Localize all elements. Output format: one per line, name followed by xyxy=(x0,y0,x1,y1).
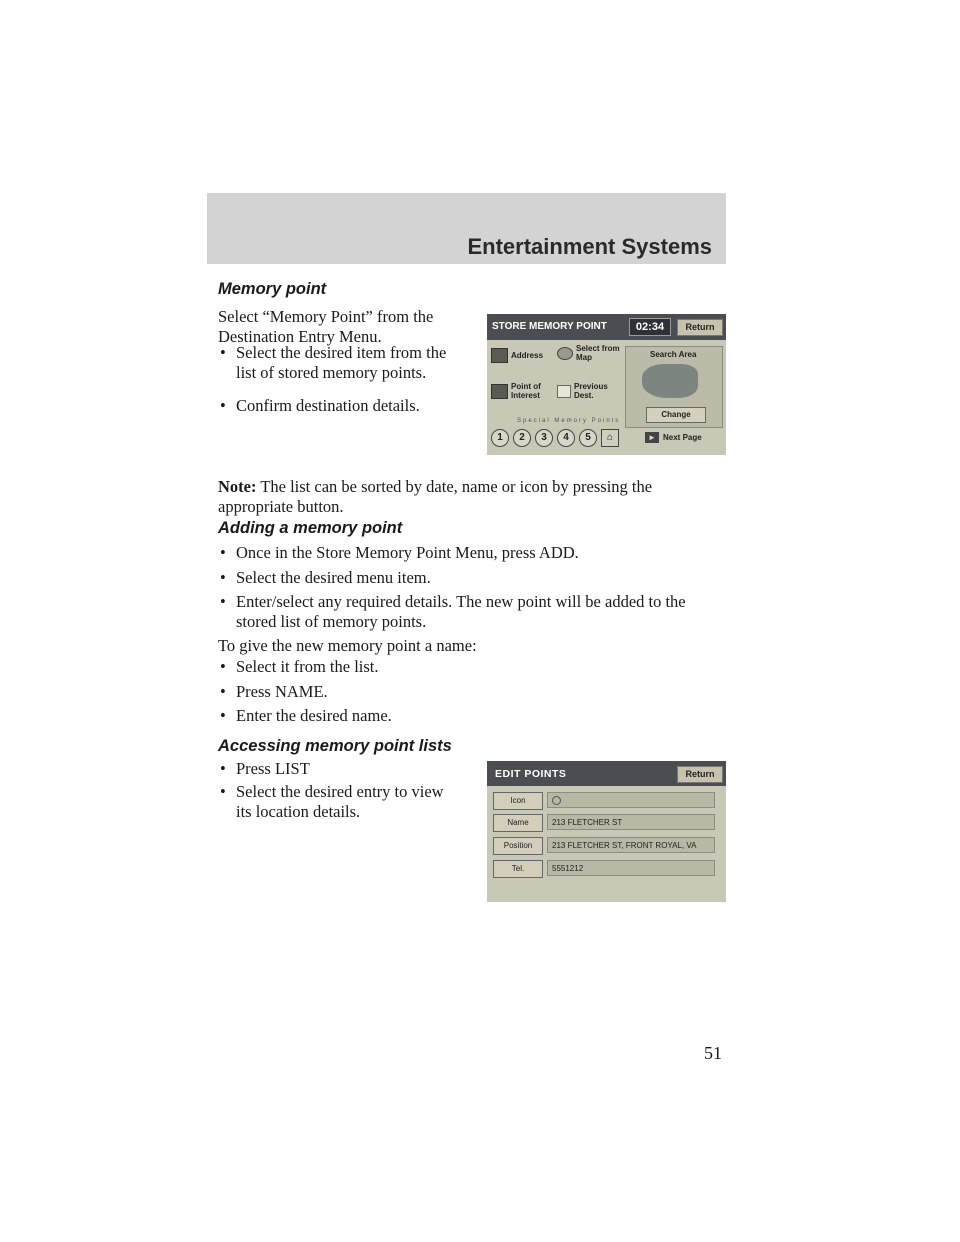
change-button[interactable]: Change xyxy=(646,407,706,423)
memory-point-5-button[interactable]: 5 xyxy=(579,429,597,447)
memory-point-4-button[interactable]: 4 xyxy=(557,429,575,447)
address-button[interactable]: Address xyxy=(491,348,543,363)
bullet-enter-name: • Enter the desired name. xyxy=(220,706,392,725)
tel-value: 5551212 xyxy=(547,860,715,876)
store-memory-point-screen xyxy=(487,314,726,455)
edit-row-tel xyxy=(493,860,719,878)
point-of-interest-button[interactable]: Point of Interest xyxy=(491,382,541,400)
bullet-confirm: • Confirm destination details. xyxy=(220,396,420,415)
poi-icon xyxy=(491,384,508,399)
edit-row-position xyxy=(493,837,719,855)
screen-title-bar xyxy=(487,761,726,786)
heading-adding-memory-point: Adding a memory point xyxy=(218,519,403,537)
bullet-press-name: • Press NAME. xyxy=(220,682,328,701)
bullet-select-menu-item: • Select the desired menu item. xyxy=(220,568,431,587)
name-value: 213 FLETCHER ST xyxy=(547,814,715,830)
search-area-label: Search Area xyxy=(650,350,697,359)
intro-line-1: Select “Memory Point” from the xyxy=(218,307,434,326)
next-page-button[interactable]: ► Next Page xyxy=(645,432,702,443)
position-button[interactable]: Position xyxy=(493,837,543,855)
position-value: 213 FLETCHER ST, FRONT ROYAL, VA xyxy=(547,837,715,853)
select-from-map-button[interactable]: Select from Map xyxy=(557,344,620,362)
icon-button[interactable]: Icon xyxy=(493,792,543,810)
address-icon xyxy=(491,348,508,363)
us-map-icon xyxy=(642,364,698,398)
clock-display: 02:34 xyxy=(629,318,671,336)
edit-row-icon xyxy=(493,792,719,810)
bullet-select-item: • Select the desired item from the list of stored memory points. xyxy=(220,343,447,382)
heading-memory-point: Memory point xyxy=(218,280,327,298)
heading-accessing-lists: Accessing memory point lists xyxy=(218,737,452,755)
note-line-2: appropriate button. xyxy=(218,497,344,516)
bullet-press-list: • Press LIST xyxy=(220,759,310,778)
return-button[interactable]: Return xyxy=(677,766,723,783)
home-icon[interactable]: ⌂ xyxy=(601,429,619,447)
edit-points-screen xyxy=(487,761,726,902)
screen-title: EDIT POINTS xyxy=(495,768,567,780)
memory-point-2-button[interactable]: 2 xyxy=(513,429,531,447)
special-memory-points-label: Special Memory Points xyxy=(517,418,621,424)
point-icon xyxy=(552,796,561,805)
memory-point-3-button[interactable]: 3 xyxy=(535,429,553,447)
note-line-1: Note: The list can be sorted by date, name or icon by pressing the xyxy=(218,477,653,496)
flag-icon xyxy=(557,385,571,398)
intro-line-2: Destination Entry Menu. xyxy=(218,327,382,346)
search-area-panel xyxy=(625,346,723,428)
bullet-select-entry: • Select the desired entry to view its location details. xyxy=(220,782,444,821)
tel-button[interactable]: Tel. xyxy=(493,860,543,878)
bullet-select-from-list: • Select it from the list. xyxy=(220,657,379,676)
icon-value xyxy=(547,792,715,808)
return-button[interactable]: Return xyxy=(677,319,723,336)
bullet-enter-details: • Enter/select any required details. The new point will be added to the stored list of memory points. xyxy=(220,592,686,631)
bullet-press-add: • Once in the Store Memory Point Menu, press ADD. xyxy=(220,543,579,562)
section-header-bar xyxy=(207,193,726,264)
name-intro: To give the new memory point a name: xyxy=(218,636,477,655)
map-icon xyxy=(557,347,573,360)
previous-dest-button[interactable]: Previous Dest. xyxy=(557,382,608,400)
page-number: 51 xyxy=(704,1043,722,1063)
screen-title-bar xyxy=(487,314,726,340)
name-button[interactable]: Name xyxy=(493,814,543,832)
edit-row-name xyxy=(493,814,719,832)
memory-point-1-button[interactable]: 1 xyxy=(491,429,509,447)
screen-title: STORE MEMORY POINT xyxy=(492,321,607,332)
section-title: Entertainment Systems xyxy=(467,234,712,259)
arrow-right-icon: ► xyxy=(645,432,659,443)
special-memory-points-row xyxy=(491,429,619,447)
